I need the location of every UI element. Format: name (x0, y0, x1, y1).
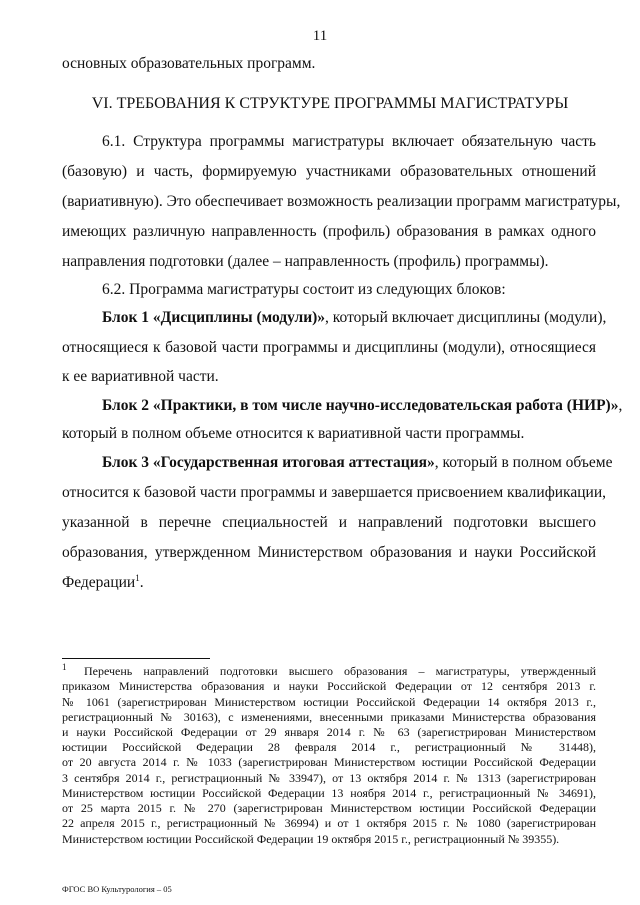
footnote-line: Перечень направлений подготовки высшего образования – магистратуры, утвержденный (84, 664, 596, 678)
footnote-line: регистрационный № 30163), с изменениями, внесенными приказами Министерства образования (62, 710, 596, 724)
paragraph-6-1-line: имеющих различную направленность (профиль) образования в рамках одного (62, 223, 596, 240)
block-2-rest: , (618, 397, 623, 414)
footnote-line: 22 апреля 2015 г., регистрационный № 36994) и от 1 октября 2015 г. № 1080 (зарегистрирован (62, 816, 596, 830)
footnote-line: от 25 марта 2015 г. № 270 (зарегистрирован Министерством юстиции Российской Федерации (62, 801, 596, 815)
block-3-line (102, 454, 613, 472)
footnote-line: 3 сентября 2014 г., регистрационный № 33947), от 13 октября 2014 г. № 1313 (зарегистрирован (62, 771, 596, 785)
text-line: основных образовательных программ. (62, 55, 316, 72)
block-3-line: указанной в перечне специальностей и направлений подготовки высшего (62, 514, 596, 531)
section-heading: VI. ТРЕБОВАНИЯ К СТРУКТУРЕ ПРОГРАММЫ МАГИСТРАТУРЫ (91, 95, 569, 112)
paragraph-6-1-line: (базовую) и часть, формируемую участниками образовательных отношений (62, 163, 596, 180)
footnote-reference: 1 (135, 572, 140, 583)
block-1-line: к ее вариативной части. (62, 368, 219, 385)
block-3-rest: , который в полном объеме (434, 454, 613, 471)
footnote-line: юстиции Российской Федерации 28 февраля 2014 г., регистрационный № 31448), (62, 740, 596, 754)
block-1-line: относящиеся к базовой части программы и дисциплины (модули), относящиеся (62, 339, 596, 356)
footnote-line: № 1061 (зарегистрирован Министерством юстиции Российской Федерации 14 октября 2013 г., (62, 695, 596, 709)
footnote-line: Министерством юстиции Российской Федерации 19 октября 2015 г., регистрационный № 39355). (62, 832, 560, 846)
block-3-last: Федерации (62, 574, 136, 591)
footnote-line: и науки Российской Федерации от 29 января 2014 г. № 63 (зарегистрирован Министерством (62, 725, 596, 739)
page-number: 11 (312, 28, 328, 44)
block-1-rest: , который включает дисциплины (модули), (325, 309, 607, 326)
paragraph-6-1-line: 6.1. Структура программы магистратуры включает обязательную часть (102, 133, 596, 150)
block-3-line: относится к базовой части программы и завершается присвоением квалификации, (62, 484, 606, 501)
block-3-end: . (139, 574, 144, 591)
footnote-mark: 1 (62, 662, 67, 672)
block-3-line (62, 574, 596, 592)
block-3-title: Блок 3 «Государственная итоговая аттестация» (102, 454, 435, 471)
paragraph-6-1-line: (вариативную). Это обеспечивает возможность реализации программ магистратуры, (62, 193, 621, 210)
block-2-title: Блок 2 «Практики, в том числе научно-исследовательская работа (НИР)» (102, 397, 619, 414)
footnote-line: Министерством юстиции Российской Федерации 13 ноября 2014 г., регистрационный № 34691), (62, 786, 596, 800)
block-2-line: который в полном объеме относится к вариативной части программы. (62, 425, 525, 442)
paragraph-6-1-line: направления подготовки (далее – направленность (профиль) программы). (62, 253, 549, 270)
paragraph-6-2: 6.2. Программа магистратуры состоит из следующих блоков: (102, 281, 506, 298)
block-3-line: образования, утвержденном Министерством образования и науки Российской (62, 544, 596, 561)
page-footer: ФГОС ВО Культурология – 05 (62, 884, 172, 894)
footnote-separator (62, 658, 210, 659)
block-1-line (102, 309, 607, 327)
footnote-line: от 20 августа 2014 г. № 1033 (зарегистрирован Министерством юстиции Российской Федерации (62, 755, 596, 769)
block-2-line (102, 397, 623, 415)
block-1-title: Блок 1 «Дисциплины (модули)» (102, 309, 326, 326)
footnote-line: приказом Министерства образования и науки Российской Федерации от 12 сентября 2013 г. (62, 679, 596, 693)
